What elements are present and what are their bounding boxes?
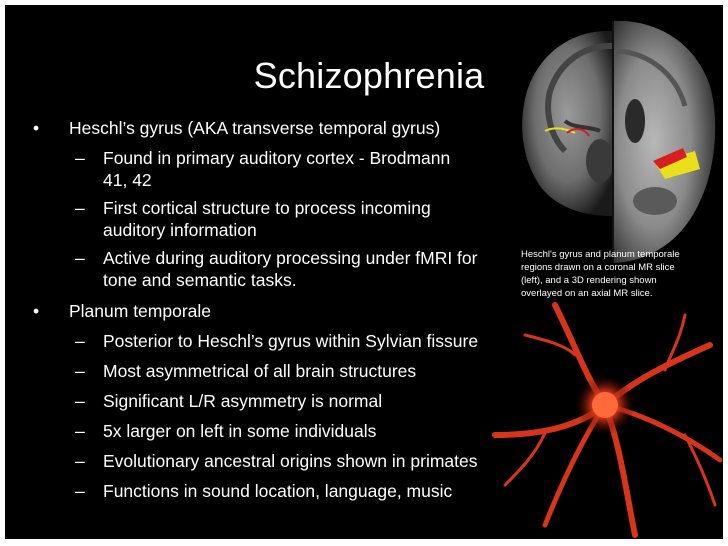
sub-bullet-text: Posterior to Heschl’s gyrus within Sylvian fissure — [103, 331, 479, 351]
sub-bullet-text: tone and semantic tasks. — [103, 270, 297, 290]
dash-symbol: – — [75, 481, 85, 501]
bullet-symbol: • — [33, 118, 40, 138]
caption-line: (left), and a 3D rendering shown — [521, 275, 657, 286]
image-caption — [521, 248, 691, 300]
sub-bullet-text: Significant L/R asymmetry is normal — [103, 391, 383, 411]
bullet-symbol: • — [33, 301, 40, 321]
dash-symbol: – — [75, 198, 85, 218]
bullet-text: Heschl’s gyrus (AKA transverse temporal gyrus) — [69, 118, 441, 138]
caption-line: regions drawn on a coronal MR slice — [521, 262, 675, 273]
sub-bullet-text: Functions in sound location, language, music — [103, 481, 453, 501]
sub-bullet-text: Evolutionary ancestral origins shown in primates — [103, 451, 478, 471]
bullet-text: Planum temporale — [69, 301, 212, 321]
slide — [5, 5, 723, 539]
dash-symbol: – — [75, 391, 85, 411]
neuron-image — [485, 285, 723, 539]
sub-bullet-text: First cortical structure to process incoming — [103, 198, 431, 218]
sub-bullet-text: 5x larger on left in some individuals — [103, 421, 377, 441]
sub-bullet-text: Found in primary auditory cortex - Brodmann — [103, 148, 451, 168]
caption-line: Heschl's gyrus and planum temporale — [521, 249, 680, 260]
sub-bullet-text: Active during auditory processing under fMRI for — [103, 248, 478, 268]
dash-symbol: – — [75, 331, 85, 351]
sub-bullet-text: auditory information — [103, 220, 257, 240]
sub-bullet-text: 41, 42 — [103, 170, 152, 190]
dash-symbol: – — [75, 361, 85, 381]
dash-symbol: – — [75, 451, 85, 471]
dash-symbol: – — [75, 248, 85, 268]
dash-symbol: – — [75, 421, 85, 441]
mri-brain-image — [505, 11, 723, 269]
sub-bullet-text: Most asymmetrical of all brain structures — [103, 361, 417, 381]
slide-title: Schizophrenia — [253, 55, 485, 96]
caption-line: overlayed on an axial MR slice. — [521, 288, 653, 299]
dash-symbol: – — [75, 148, 85, 168]
